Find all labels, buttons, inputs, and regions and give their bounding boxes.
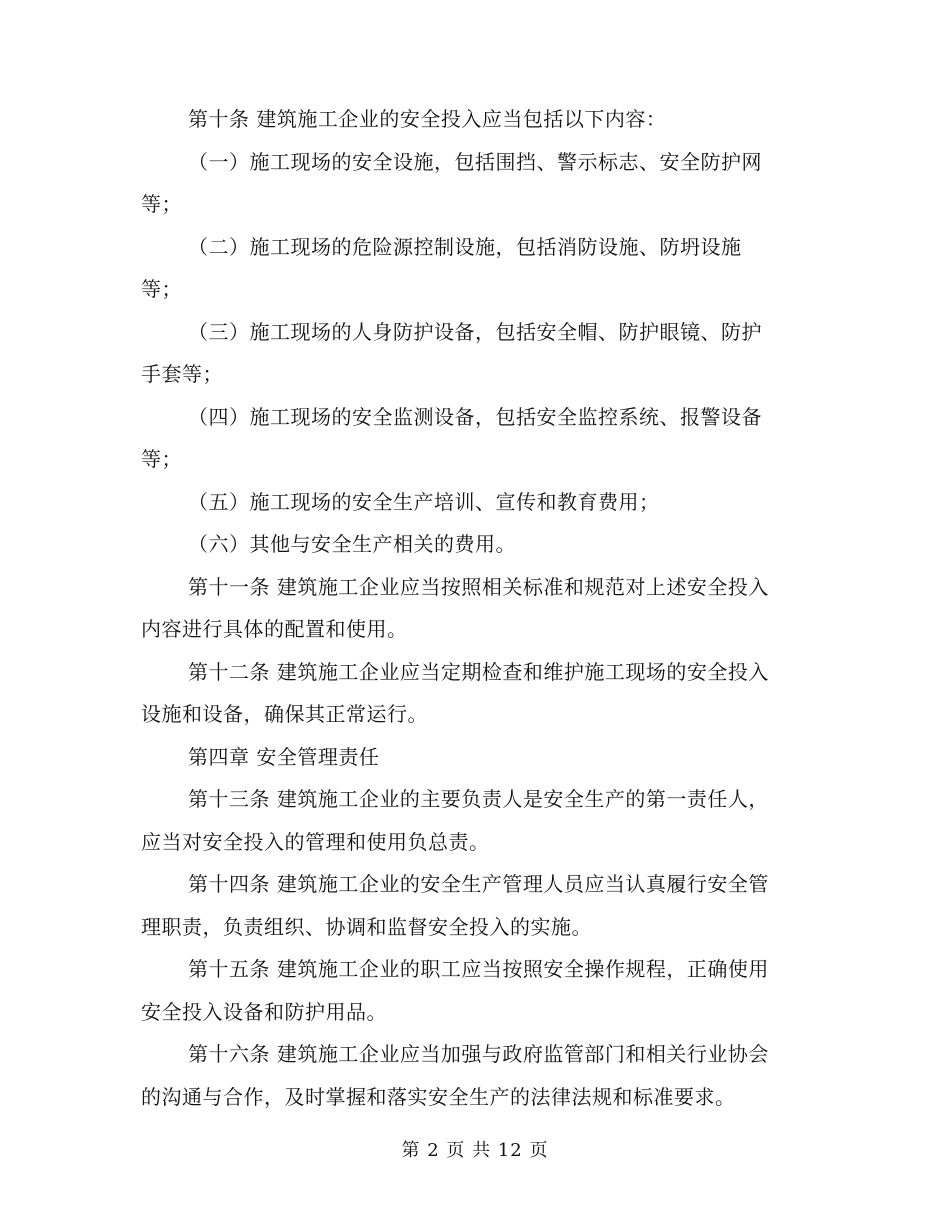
paragraph-continuation-line: 等； xyxy=(141,447,182,471)
paragraph-continuation-line: 等； xyxy=(141,192,182,216)
paragraph xyxy=(141,736,811,779)
paragraph-first-line: 第十六条 建筑施工企业应当加强与政府监管部门和相关行业协会 xyxy=(188,1042,769,1066)
paragraph-first-line: （四）施工现场的安全监测设备，包括安全监控系统、报警设备 xyxy=(188,404,762,429)
paragraph xyxy=(141,481,811,524)
document-body xyxy=(141,98,811,1118)
paragraph-continuation-line: 安全投入设备和防护用品。 xyxy=(141,999,387,1024)
paragraph-first-line: 第十条 建筑施工企业的安全投入应当包括以下内容： xyxy=(188,107,667,131)
paragraph xyxy=(141,98,811,141)
paragraph-continuation-line: 内容进行具体的配置和使用。 xyxy=(141,617,408,641)
paragraph xyxy=(141,651,811,736)
paragraph xyxy=(141,141,811,226)
paragraph xyxy=(141,948,811,1033)
paragraph-first-line: 第十一条 建筑施工企业应当按照相关标准和规范对上述安全投入 xyxy=(188,574,769,599)
paragraph-continuation-line: 手套等； xyxy=(141,362,223,386)
paragraph-continuation-line: 设施和设备，确保其正常运行。 xyxy=(141,702,428,726)
paragraph-first-line: （五）施工现场的安全生产培训、宣传和教育费用； xyxy=(188,489,660,514)
paragraph-first-line: 第四章 安全管理责任 xyxy=(188,744,380,769)
paragraph xyxy=(141,566,811,651)
paragraph xyxy=(141,226,811,311)
paragraph xyxy=(141,396,811,481)
paragraph-first-line: （三）施工现场的人身防护设备，包括安全帽、防护眼镜、防护 xyxy=(188,319,762,344)
paragraph xyxy=(141,778,811,863)
paragraph xyxy=(141,311,811,396)
paragraph-continuation-line: 的沟通与合作，及时掌握和落实安全生产的法律法规和标准要求。 xyxy=(141,1084,736,1109)
paragraph xyxy=(141,523,811,566)
paragraph-continuation-line: 等； xyxy=(141,277,182,301)
paragraph-first-line: （二）施工现场的危险源控制设施，包括消防设施、防坍设施 xyxy=(188,234,742,259)
paragraph-first-line: （六）其他与安全生产相关的费用。 xyxy=(188,532,516,556)
page-footer: 第 2 页 共 12 页 xyxy=(401,1140,549,1161)
paragraph-first-line: 第十三条 建筑施工企业的主要负责人是安全生产的第一责任人， xyxy=(188,787,769,811)
paragraph-continuation-line: 应当对安全投入的管理和使用负总责。 xyxy=(141,829,490,854)
paragraph xyxy=(141,1033,811,1118)
paragraph-first-line: 第十五条 建筑施工企业的职工应当按照安全操作规程，正确使用 xyxy=(188,957,769,981)
paragraph-continuation-line: 理职责，负责组织、协调和监督安全投入的实施。 xyxy=(141,914,592,939)
paragraph-first-line: 第十二条 建筑施工企业应当定期检查和维护施工现场的安全投入 xyxy=(188,659,769,684)
paragraph xyxy=(141,863,811,948)
paragraph-first-line: （一）施工现场的安全设施，包括围挡、警示标志、安全防护网 xyxy=(188,149,762,174)
paragraph-first-line: 第十四条 建筑施工企业的安全生产管理人员应当认真履行安全管 xyxy=(188,872,769,896)
